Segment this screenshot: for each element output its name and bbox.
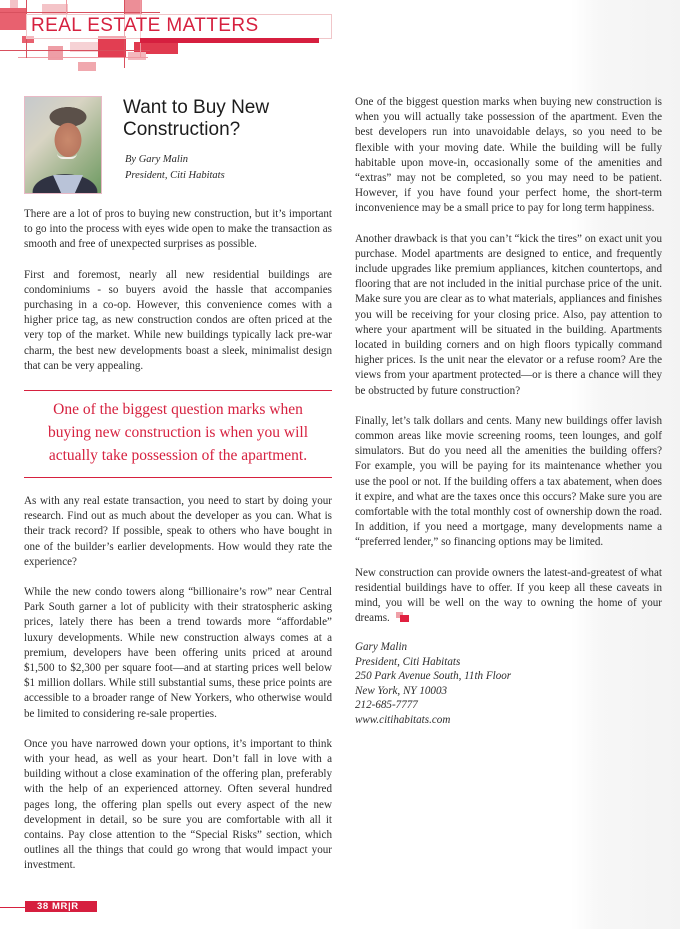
banner-block — [128, 52, 146, 60]
left-column-top — [24, 207, 332, 374]
signature-title: President, Citi Habitats — [355, 655, 461, 668]
section-banner — [0, 0, 340, 75]
end-mark-icon — [396, 612, 410, 622]
right-column — [355, 95, 662, 627]
paragraph-text: New construction can provide owners the latest-and-greatest of what residential buildings have to offer. If you keep all these caveats in mind, you will be well on the way to owning the home of your dreams. — [355, 566, 662, 625]
photo-detail — [53, 175, 83, 194]
paragraph: Finally, let’s talk dollars and cents. Many new buildings offer lavish common areas like movie screening rooms, teen lounges, and golf simulators. But do you need all the amenities the building offers? For example, you will be paying for its maintenance whether you use the pool or not. If the building offers a tax abatement, when does it expire, and what are the taxes once this occurs? Make sure you are comfortable with the total monthly cost of ownership down the road. In addition, if you need a mortgage, many developments name a “preferred lender,” so financing options may be limited. — [355, 414, 662, 549]
page-folio: 38 MR|R — [25, 901, 97, 912]
pull-quote — [24, 390, 332, 478]
closing-paragraph — [355, 566, 662, 627]
byline — [125, 152, 225, 184]
banner-rule — [0, 50, 150, 51]
footer-rule — [0, 907, 26, 908]
paragraph: One of the biggest question marks when buying new construction is when you will actually take possession of the apartment. Even the best developers run into unavoidable delays, so you need to be flexible with your moving date. While the building will be fully habitable upon move-in, occasionally some of the amenities and “extras” may not be completed, so you may need to be patient. However, if you have found your perfect home, the short-term inconvenience may be a small price to pay for long term happiness. — [355, 96, 662, 215]
pull-quote-text: One of the biggest question marks when buying new construction is when you will actually take possession of the apartment. — [47, 401, 309, 464]
left-column-bottom — [24, 494, 332, 874]
banner-block — [78, 62, 96, 71]
banner-rule — [0, 12, 160, 13]
paragraph: Once you have narrowed down your options, it’s important to think with your head, as well as your heart. Don’t fall in love with a building without a close examination of the offering plan, preferably with the help of an experienced attorney. Often several hundred pages long, the offering plan spells out every aspect of the new development in detail, so be sure you are comfortable with all it contains. Pay close attention to the “Special Risks” section, which outlines all the things that could go wrong that would impact your investment. — [24, 737, 332, 872]
signature-website: www.citihabitats.com — [355, 713, 451, 726]
banner-accent-bar — [140, 38, 319, 43]
section-title: REAL ESTATE MATTERS — [31, 15, 259, 36]
byline-author: By Gary Malin — [125, 154, 188, 165]
banner-rule — [18, 57, 148, 58]
title-line-1: Want to Buy New — [123, 97, 270, 118]
article-title — [123, 97, 323, 141]
paragraph: As with any real estate transaction, you need to start by doing your research. Find out as much about the developer as you can. What is their track record? If possible, speak to others who have bought in one of the builder’s earlier developments. How would they rate the experience? — [24, 495, 332, 568]
signature-block — [355, 640, 511, 728]
title-line-2: Construction? — [123, 119, 241, 140]
photo-detail — [57, 153, 77, 159]
byline-role: President, Citi Habitats — [125, 170, 225, 181]
paragraph: There are a lot of pros to buying new construction, but it’s important to go into the process with eyes wide open to make the transaction as smooth and free of unexpected surprises as possible. — [24, 208, 332, 251]
paragraph: Another drawback is that you can’t “kick the tires” on exact unit you purchase. Model apartments are designed to entice, and frequently include upgrades like premium appliances, kitchen countertops, and flooring that are not included in the initial purchase price of the unit. Make sure you are clear as to what materials, appliances and finishes you will be receiving for your closing price. Also, pay attention to where your apartment will be situated in the building. Apartments located in building corners and on high floors typically command higher prices. Is the unit near the elevator or a refuse room? Are the views from your apartment protected—or is there a chance will they be obstructed by future construction? — [355, 232, 662, 397]
signature-name: Gary Malin — [355, 641, 408, 653]
banner-block — [98, 36, 126, 58]
signature-address-line1: 250 Park Avenue South, 11th Floor — [355, 670, 512, 683]
signature-phone: 212-685-7777 — [355, 699, 418, 712]
paragraph: First and foremost, nearly all new residential buildings are condominiums - so buyers avoid the hassle that accompanies purchasing in a co-op. However, this convenience comes with a higher price tag, as new construction condos are often priced at the very top of the market. While new buildings typically lack pre-war charm, the best new developments boast a sleek, minimalist design that can be very appealing. — [24, 268, 332, 372]
signature-address-line2: New York, NY 10003 — [355, 684, 448, 697]
banner-block — [10, 0, 18, 8]
author-photo — [24, 96, 102, 194]
paragraph: While the new condo towers along “billionaire’s row” near Central Park South garner a lot of publicity with their stratospheric asking prices, lately there has been a trend towards more “affordable” luxury developments. While new construction always comes at a premium, developers have been offering units priced at around $1,500 to $2,300 per square foot—and at starting prices well below $1 million dollars. While still substantial sums, these price points are accessible to a broader range of New Yorkers, who otherwise would be limited to considering re-sale properties. — [24, 586, 332, 720]
